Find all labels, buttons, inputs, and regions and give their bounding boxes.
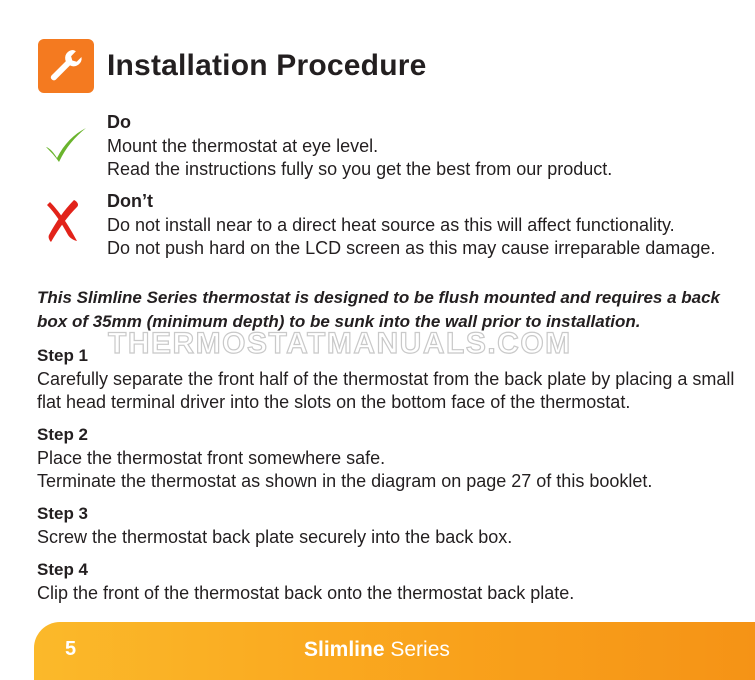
step-1 [37, 344, 747, 415]
step-text: Carefully separate the front half of the thermostat from the back plate by placing a small flat head terminal driver into the slots on the bottom face of the thermostat. [37, 368, 735, 412]
dont-heading: Don’t [107, 191, 153, 211]
do-line: Read the instructions fully so you get the best from our product. [107, 159, 613, 179]
brand-regular: Series [384, 638, 450, 661]
step-text: Screw the thermostat back plate securely into the back box. [37, 526, 513, 547]
step-2 [37, 423, 747, 494]
step-3 [37, 502, 747, 549]
page-title: Installation Procedure [107, 49, 427, 82]
page-header [38, 38, 426, 94]
dont-line: Do not install near to a direct heat source as this will affect functionality. [107, 214, 675, 235]
step-heading: Step 2 [37, 425, 89, 444]
cross-icon [44, 198, 88, 242]
step-heading: Step 1 [37, 346, 89, 365]
step-heading: Step 4 [37, 560, 89, 579]
intro-paragraph: This Slimline Series thermostat is designed to be flush mounted and requires a back box of 35mm (minimum depth) to be sunk into the wall prior to installation. [37, 288, 720, 331]
step-text: Place the thermostat front somewhere safe. [37, 447, 386, 468]
step-4 [37, 558, 747, 605]
step-text: Terminate the thermostat as shown in the diagram on page 27 of this booklet. [37, 471, 653, 491]
dont-line: Do not push hard on the LCD screen as this may cause irreparable damage. [107, 238, 716, 258]
page-number: 5 [65, 638, 77, 660]
do-section [44, 111, 744, 179]
brand-name [304, 638, 450, 662]
do-heading: Do [107, 112, 131, 132]
brand-bold: Slimline [304, 638, 385, 661]
dont-section [44, 190, 744, 260]
step-text: Clip the front of the thermostat back onto the thermostat back plate. [37, 582, 575, 603]
page-footer [34, 622, 755, 680]
do-line: Mount the thermostat at eye level. [107, 135, 379, 156]
step-heading: Step 3 [37, 504, 89, 523]
checkmark-icon [44, 127, 88, 171]
wrench-icon [38, 39, 94, 93]
watermark: THERMOSTATMANUALS.COM [108, 327, 572, 360]
